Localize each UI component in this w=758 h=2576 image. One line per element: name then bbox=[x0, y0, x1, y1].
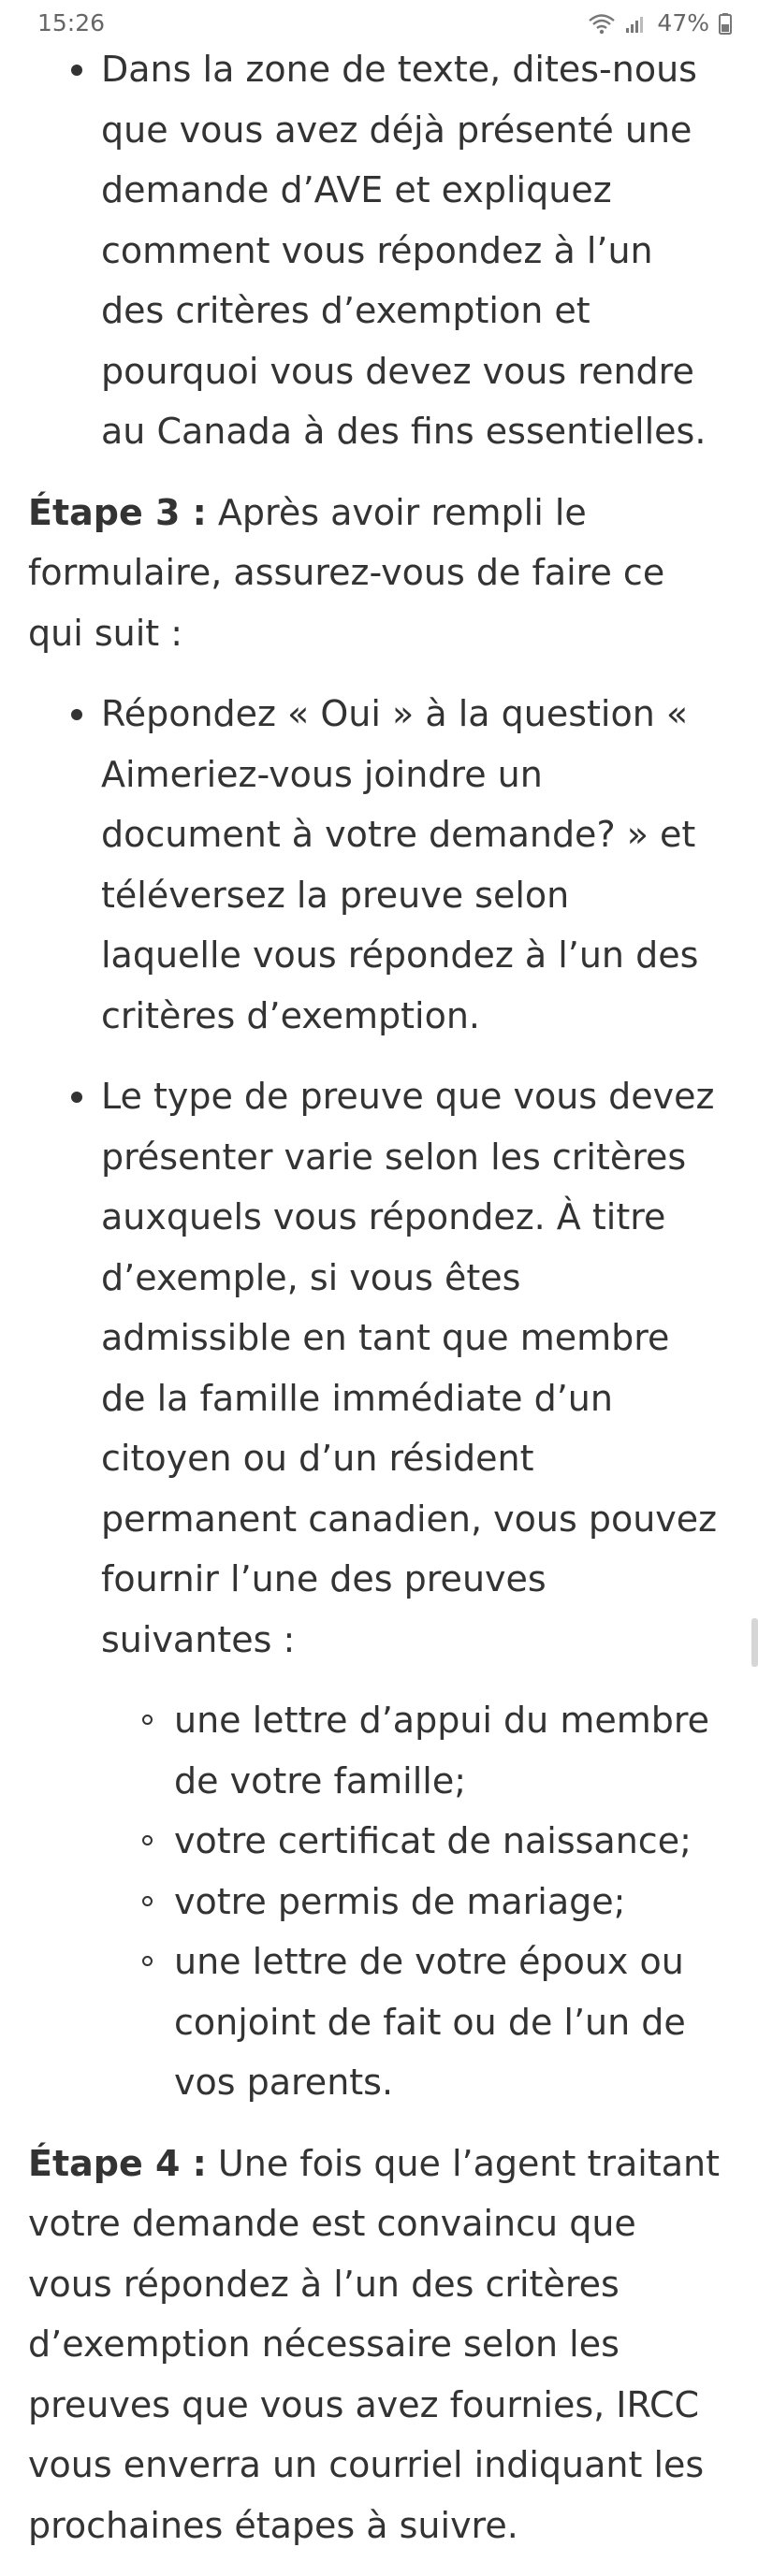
wifi-icon bbox=[588, 12, 616, 35]
sub-list-item: votre certificat de naissance; bbox=[101, 1811, 721, 1872]
sub-list-item: votre permis de mariage; bbox=[101, 1872, 721, 1932]
article-content bbox=[28, 39, 721, 2576]
battery-percent: 47% bbox=[657, 9, 709, 36]
signal-icon bbox=[625, 13, 648, 34]
list-item bbox=[28, 1066, 721, 2113]
battery-icon bbox=[719, 12, 732, 35]
status-time: 15:26 bbox=[37, 9, 106, 36]
step-3-label: Étape 3 : bbox=[28, 491, 207, 533]
list-item: Répondez « Oui » à la question « Aimeriez-vous joindre un document à votre demande? » et téléversez la preuve selon laquelle vous répondez à l’un des critères d’exemption. bbox=[28, 684, 721, 1046]
step-3-paragraph bbox=[28, 483, 721, 664]
step-3-bullet-list bbox=[28, 684, 721, 2113]
step-3-text: Après avoir rempli le formulaire, assurez-vous de faire ce qui suit : bbox=[28, 491, 665, 654]
intro-bullet-list bbox=[28, 39, 721, 462]
scrollbar-thumb[interactable] bbox=[751, 1618, 758, 1667]
sub-list-item: une lettre d’appui du membre de votre famille; bbox=[101, 1690, 721, 1811]
list-item: Dans la zone de texte, dites-nous que vous avez déjà présenté une demande d’AVE et expliquez comment vous répondez à l’un des critères d’exemption et pourquoi vous devez vous rendre au Canada à des fins essentielles. bbox=[28, 39, 721, 462]
step-4-text: Une fois que l’agent traitant votre demande est convaincu que vous répondez à l’un des critères d’exemption nécessaire selon les preuves que vous avez fournies, IRCC vous enverra un courriel indiquant les prochaines étapes à suivre. bbox=[28, 2142, 721, 2546]
proof-type-text: Le type de preuve que vous devez présenter varie selon les critères auxquels vous répondez. À titre d’exemple, si vous êtes admissible en tant que membre de la famille immédiate d’un citoyen ou d’un résident permanent canadien, vous pouvez fournir l’une des preuves suivantes : bbox=[101, 1076, 718, 1660]
step-4-label: Étape 4 : bbox=[28, 2142, 207, 2184]
sub-list-item: une lettre de votre époux ou conjoint de fait ou de l’un de vos parents. bbox=[101, 1932, 721, 2113]
step-4-paragraph bbox=[28, 2134, 721, 2556]
proof-sub-list bbox=[101, 1690, 721, 2113]
